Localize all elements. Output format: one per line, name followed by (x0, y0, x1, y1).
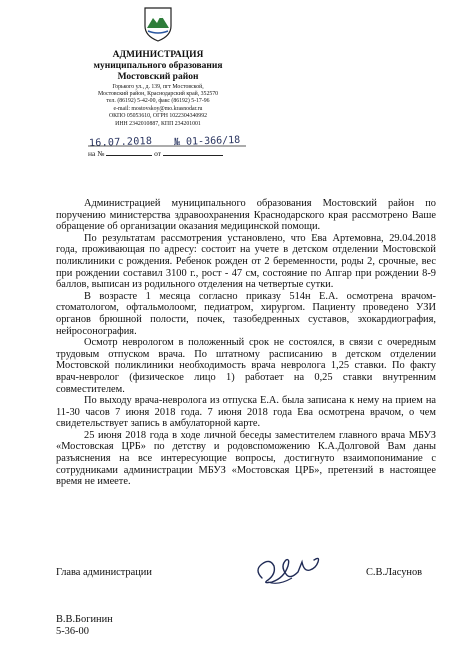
reference-number-blank (106, 148, 152, 156)
paragraph-6: 25 июня 2018 года в ходе личной беседы заместителем главного врача МБУЗ «Мостовская ЦРБ» по детству и родовспоможению К.А.Долговой Вам даны разъяснения на все интересующие вопросы, достигнуто взаимопонимание с сотрудниками администрации МБУЗ «Мостовская ЦРБ», претензий в настоящее время не имеете. (56, 429, 436, 488)
paragraph-5: По выходу врача-невролога из отпуска Е.А. была записана к нему на прием на 11-30 часов 7 июня 2018 года. 7 июня 2018 года Ева осмотрена врачом, о чем свидетельствует запись в амбулаторной карте. (56, 395, 436, 430)
reference-date-blank (163, 148, 223, 156)
executor-phone: 5-36-00 (56, 626, 89, 637)
coat-of-arms-emblem (143, 6, 173, 42)
letter-body (56, 198, 436, 488)
org-address-line-1: Горького ул., д. 139, пгт Мостовской, (112, 84, 204, 90)
paragraph-3: В возрасте 1 месяца согласно приказу 514н Е.А. осмотрена врачом-стоматологом, офтальмолоомг, педиатром, хирургом. Пациенту проведено УЗИ органов брюшной полости, почек, тазобедренных суставов, эхокардиография, нейросонография. (56, 290, 436, 337)
handwritten-date: 16.07.2018 (88, 135, 153, 150)
executor-block (56, 614, 113, 638)
executor-name: В.В.Богинин (56, 614, 113, 625)
org-phone: тел. (86192) 5-42-00, факс (86192) 5-17-96 (106, 98, 210, 104)
reference-from: от (154, 149, 162, 158)
paragraph-4: Осмотр неврологом в положенный срок не состоялся, в связи с очередным трудовым отпуском врача. По штатному расписанию в детском отделении Мостовской поликлиники необходимость врача невролога 1,25 ставки. По факту врач-невролог (физическое лицо 1) работает на 0,25 ставки внутренним совместителем. (56, 337, 436, 395)
signatory-position: Глава администрации (56, 567, 152, 578)
org-address-line-2: Мостовский район, Краснодарский край, 352570 (97, 91, 219, 97)
paragraph-1: Администрацией муниципального образования Мостовский район по поручению министерства здравоохранения Краснодарского края рассмотрено Ваше обращение об организации оказания медицинской помощи. (56, 198, 436, 233)
signatory-name: С.В.Ласунов (366, 567, 423, 578)
org-title: АДМИНИСТРАЦИЯ (112, 50, 204, 60)
handwritten-signature (232, 548, 332, 592)
paragraph-2: По результатам рассмотрения установлено, что Ева Артемовна, 29.04.2018 года, проживающая по адресу: состоит на учете в детском отделении Мостовской поликлиники с рождения. Ребенок рожден от 2 беременности, роды 2, срочные, вес при рождении составил 3100 г., рост - 47 см, состояние по Апгар при рождении 8-9 баллов, выписан из родильного отделения на четвертые сутки. (56, 232, 436, 291)
org-inn: ИНН 2342010887, КПП 234201001 (115, 121, 201, 127)
reference-line (88, 148, 223, 158)
org-email: e-mail: mostovskoy@mo.krasnodar.ru (113, 106, 203, 112)
handwritten-number: № 01-366/18 (173, 134, 241, 149)
org-subtitle-2: Мостовский район (117, 72, 199, 82)
org-subtitle-1: муниципального образования (93, 61, 223, 71)
org-okpo: ОКПО 05053610, ОГРН 1022304340992 (108, 113, 208, 119)
reference-prefix: на № (88, 149, 105, 158)
